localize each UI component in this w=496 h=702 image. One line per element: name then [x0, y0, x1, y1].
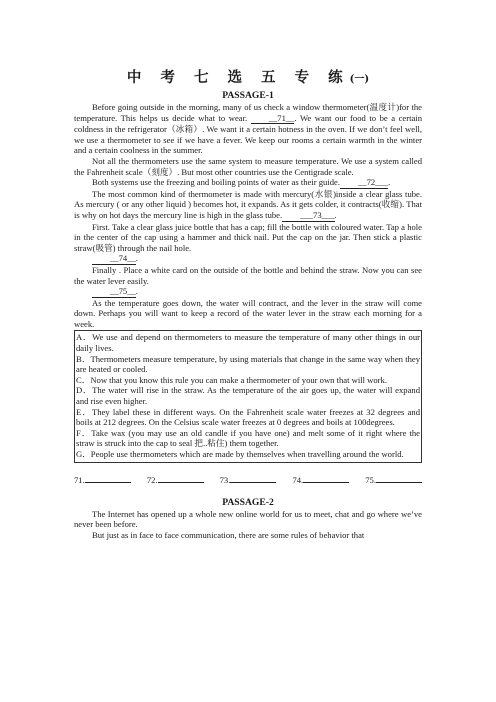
passage2-heading: PASSAGE-2	[222, 496, 274, 508]
passage2-para1: The Internet has opened up a whole new online world for us to meet, chat and go where we’ve never been before.	[74, 508, 422, 530]
answer-75[interactable]	[365, 474, 422, 485]
answer-75-line[interactable]	[376, 474, 422, 483]
answer-74[interactable]	[292, 474, 349, 485]
passage1-blank74-line: __74__.	[74, 253, 422, 265]
passage1-para1	[74, 102, 422, 156]
document-title	[74, 66, 422, 87]
passage1-para7: As the temperature goes down, the water will contract, and the lever in the straw will come down. Perhaps you will want to keep a record of the water lever in the straw each morning for a week.	[74, 297, 422, 329]
blank-73-label: 73	[313, 209, 322, 220]
blank-74[interactable]: __74__	[92, 253, 136, 265]
blank-74-label: 74	[118, 253, 128, 264]
passage2-para2: But just as in face to face communication, there are some rules of behavior that	[92, 529, 365, 540]
blank-75-label: 75	[118, 286, 128, 297]
answer-72[interactable]	[147, 474, 204, 485]
title-main: 中 考 七 选 五 专 练	[126, 69, 350, 86]
option-a[interactable]: A．We use and depend on thermometers to measure the temperature of many other things in our daily lives.	[76, 332, 420, 354]
para1b-text: . We want our food to be a certain coldness in the refrigerator（冰箱）. We want it a certain hotness in the oven. If we don’t feel well, we use a thermometer to see if we have a fever. We keep our rooms a certain warmth in the winter and a certain coolness in the summer.	[74, 112, 422, 156]
blank-72-label: 72	[366, 177, 376, 188]
answer-72-label: 72.	[146, 474, 158, 485]
answer-row	[74, 474, 422, 485]
answer-73[interactable]	[220, 474, 277, 485]
blank-71[interactable]: __71__	[251, 113, 295, 125]
title-sub: (一)	[349, 74, 370, 85]
passage1-para2: Not all the thermometers use the same system to measure temperature. We use a system called the Fahrenheit scale（刻度）. But most other countries use the Centigrade scale.	[74, 155, 422, 177]
answer-73-line[interactable]	[230, 474, 276, 483]
option-f[interactable]: F．Take wax (you may use an old candle if you have one) and melt some of it right where the straw is struck into the cap to seal 把..粘住) them together.	[76, 427, 420, 449]
para3-text: Both systems use the freezing and boiling points of water as their guide.	[92, 177, 340, 188]
passage1-para3: Both systems use the freezing and boiling points of water as their guide. __72___.	[92, 177, 391, 188]
option-c[interactable]: C．Now that you know this rule you can make a thermometer of your own that will work.	[76, 374, 387, 385]
passage1-heading: PASSAGE-1	[222, 90, 274, 101]
passage1-para6: Finally . Place a white card on the outside of the bottle and behind the straw. Now you can see the water lever easily.	[74, 264, 422, 286]
blank-72[interactable]: __72___	[340, 177, 388, 189]
option-b[interactable]: B．Thermometers measure temperature, by using materials that change in the same way when they are heated or cooled.	[76, 353, 420, 375]
blank-73[interactable]: ___73___	[282, 210, 334, 222]
options-box	[74, 330, 422, 462]
option-e[interactable]: E．They label these in different ways. On the Fahrenheit scale water freezes at 32 degrees and boils at 212 degrees. On the Celsius scale water freezes at 0 degrees and boils at 100degrees.	[76, 406, 420, 428]
document-page	[74, 0, 422, 540]
blank-75[interactable]: __75__	[92, 286, 136, 298]
option-d[interactable]: D．The water will rise in the straw. As the temperature of the air goes up, the water will expand and rise even higher.	[76, 385, 420, 407]
answer-74-label: 74.	[292, 474, 304, 485]
answer-72-line[interactable]	[158, 474, 204, 483]
passage1-para5: First. Take a clear glass juice bottle that has a cap; fill the bottle with coloured water. Tap a hole in the center of the cap using a hammer and thick nail. Put the cap on the jar. Then stick a plastic straw(吸管) through the nail hole.	[74, 221, 422, 253]
passage1-para4: The most common kind of thermometer is made with mercury(水银)inside a clear glass tube. As mercury ( or any other liquid ) becomes hot, it expands. As it gets colder, it contracts(收缩). That is why on hot days the mercury line is high in the glass tube. ___73___.	[74, 188, 422, 220]
answer-74-line[interactable]	[303, 474, 349, 483]
blank-71-label: 71	[277, 112, 286, 123]
para4-text: The most common kind of thermometer is made with mercury(水银)inside a clear glass tube. As mercury ( or any other liquid ) becomes hot, it expands. As it gets colder, it contracts(收缩). That is why on hot days the mercury line is high in the glass tube.	[74, 188, 422, 220]
answer-71[interactable]	[74, 474, 131, 485]
answer-73-label: 73.	[219, 474, 231, 485]
answer-75-label: 75.	[365, 474, 376, 485]
para1-text: Before going outside in the morning, many of us check a window thermometer(温度计)for the temperature. This helps us decide what to wear.	[74, 102, 422, 123]
answer-71-label: 71.	[74, 474, 85, 485]
passage1-blank75-line: __75__.	[74, 286, 422, 298]
option-g[interactable]: G．People use thermometers which are made by themselves when travelling around the world.	[76, 449, 404, 459]
answer-71-line[interactable]	[85, 474, 131, 483]
